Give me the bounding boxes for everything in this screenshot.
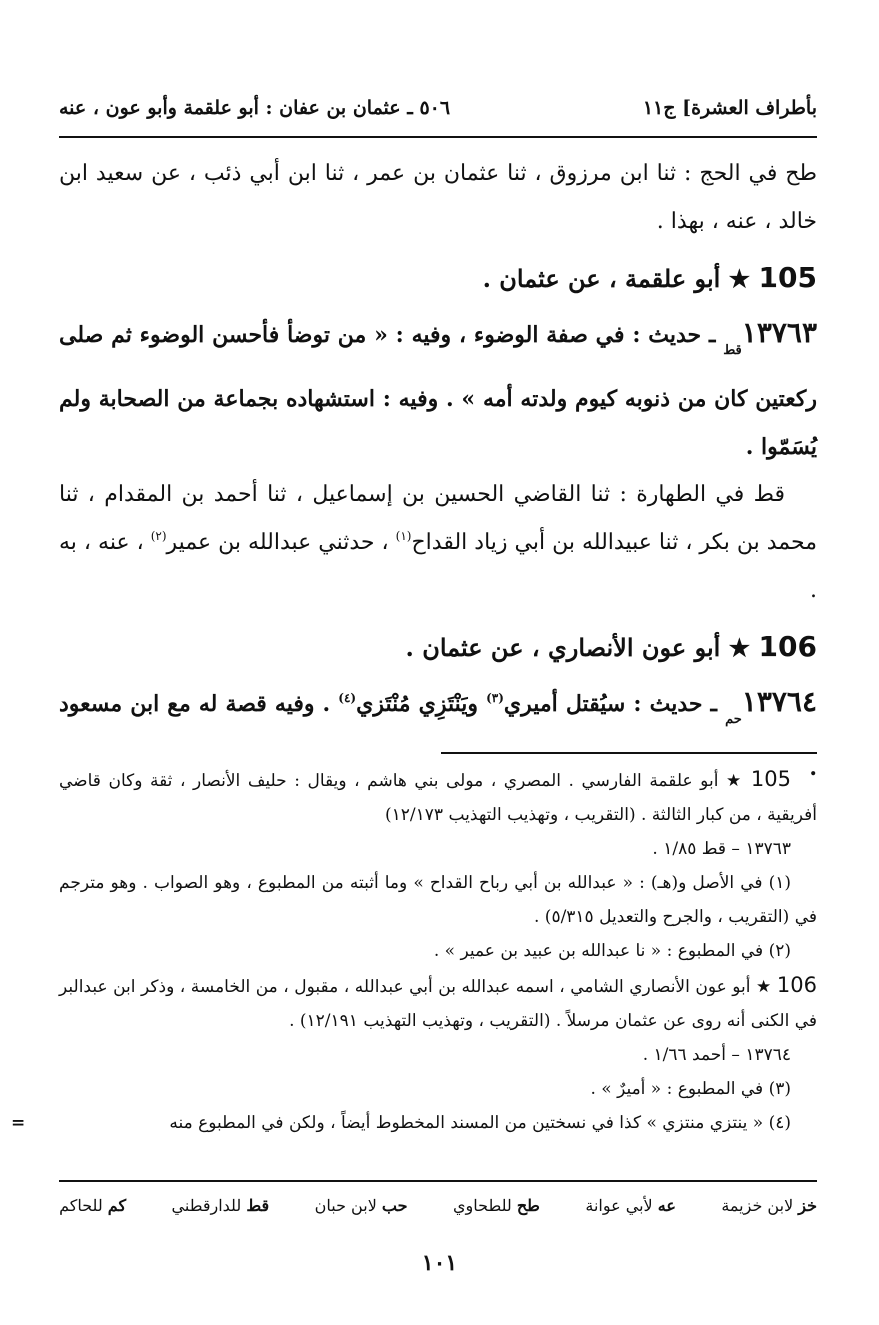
note-ref-13763: ١٣٧٦٣ – قط ١/٨٥ . <box>652 839 791 859</box>
entry-title: أبو علقمة ، عن عثمان . <box>482 264 721 293</box>
abbrev-item: عه لأبي عوانة <box>585 1196 676 1215</box>
continuation-mark: = <box>11 1113 26 1133</box>
isnad-paragraph <box>59 471 817 615</box>
isnad-text-a: قط في الطهارة : ثنا القاضي الحسين بن إسماعيل ، ثنا أحمد بن المقدام ، ثنا محمد بن بكر ، ثنا عبيدالله بن أبي زياد القداح <box>59 482 817 555</box>
footnotes-rule <box>441 752 817 754</box>
footnote-1: (١) في الأصل و(هـ) : « عبدالله بن أبي رباح القداح » وما أثبته من المطبوع ، وهو الصواب . وهو مترجم في (التقريب ، والجرح والتعديل ٥/٣١٥) . <box>59 873 817 927</box>
header-rule <box>59 136 817 138</box>
footnote-2: (٢) في المطبوع : « نا عبدالله بن عبيد بن عمير » . <box>433 941 791 961</box>
star-icon: ★ <box>728 633 751 662</box>
hadith-text-a: ـ حديث : سيُقتل أميري <box>503 691 718 717</box>
abbrev-item: حب لابن حبان <box>314 1196 408 1215</box>
abbrev-item: خز لابن خزيمة <box>721 1196 817 1215</box>
abbrev-item: قط للدارقطني <box>171 1196 270 1215</box>
footnote-ref-4: (٤) <box>338 691 357 705</box>
header-volume-title: بأطراف العشرة] ج١١ <box>642 97 817 119</box>
note-text: أبو علقمة الفارسي . المصري ، مولى بني هاشم ، ويقال : حليف الأنصار ، ثقة وكان قاضي أفريقية ، من كبار الثالثة . (التقريب ، وتهذيب التهذيب ١٢/١٧٣) <box>59 771 817 825</box>
note-text: أبو عون الأنصاري الشامي ، اسمه عبدالله بن أبي عبدالله ، مقبول ، من الخامسة ، وذكر ابن عبدالبر في الكنى أنه روى عن عثمان مرسلاً . (التقريب ، وتهذيب التهذيب ١٢/١٩١) . <box>59 977 817 1031</box>
isnad-text-b: ، حدثني عبدالله بن عمير <box>166 530 396 555</box>
note-105 <box>59 762 817 832</box>
note-number: 106 <box>776 973 817 997</box>
main-text <box>59 150 817 792</box>
note-number: 105 <box>750 767 791 791</box>
hadith-13763 <box>59 309 817 471</box>
hadith-text-b: ويَنْتَزِي مُنْتَزي <box>356 691 487 717</box>
footnote-4 <box>11 1106 817 1140</box>
note-ref-13764: ١٣٧٦٤ – أحمد ١/٦٦ . <box>642 1045 791 1065</box>
entry-heading-106 <box>59 621 817 674</box>
note-106 <box>59 968 817 1038</box>
entry-heading-105 <box>59 252 817 305</box>
isnad-text-c: ، عنه ، به . <box>59 530 817 603</box>
intro-paragraph: طح في الحج : ثنا ابن مرزوق ، ثنا عثمان بن عمر ، ثنا ابن أبي ذئب ، عن سعيد ابن خالد ، عنه ، بهذا . <box>59 161 817 234</box>
abbrev-item: كم للحاكم <box>59 1196 127 1215</box>
footnote-ref-3: (٣) <box>486 691 504 705</box>
hadith-number: ١٣٧٦٣ <box>741 316 817 349</box>
page-number: ١٠١ <box>421 1250 458 1276</box>
source-code: قط <box>723 343 742 358</box>
hadith-text-c: . وفيه قصة له مع ابن مسعود . <box>59 691 817 781</box>
abbreviations-rule <box>59 1180 817 1182</box>
footnote-ref-1: (١) <box>395 529 412 543</box>
footnote-4-text: (٤) « ينتزي منتزي » كذا في نسختين من المسند المخطوط أيضاً ، ولكن في المطبوع منه <box>169 1113 791 1133</box>
footnote-ref-2: (٢) <box>150 529 167 543</box>
footnote-3: (٣) في المطبوع : « أميرٌ » . <box>590 1079 791 1099</box>
abbreviations-key <box>59 1192 817 1220</box>
hadith-text: ـ حديث : في صفة الوضوء ، وفيه : « من توضأ فأحسن الوضوء ثم صلى ركعتين كان من ذنوبه كيوم ولدته أمه » . وفيه : استشهاده بجماعة من الصحابة ولم يُسَمّوا . <box>59 322 817 460</box>
source-code: حم <box>725 712 742 727</box>
abbrev-item: طح للطحاوي <box>452 1196 540 1215</box>
star-icon: ★ <box>756 977 772 997</box>
entry-number: 105 <box>758 261 817 294</box>
entry-title: أبو عون الأنصاري ، عن عثمان . <box>405 633 721 662</box>
footnotes <box>11 762 817 1140</box>
running-header <box>59 86 817 130</box>
entry-number: 106 <box>758 630 817 663</box>
header-section-title: ٥٠٦ ـ عثمان بن عفان : أبو علقمة وأبو عون ، عنه <box>59 97 451 119</box>
star-icon: ★ <box>728 264 751 293</box>
star-icon: ★ <box>725 771 744 791</box>
hadith-number: ١٣٧٦٤ <box>741 685 817 718</box>
